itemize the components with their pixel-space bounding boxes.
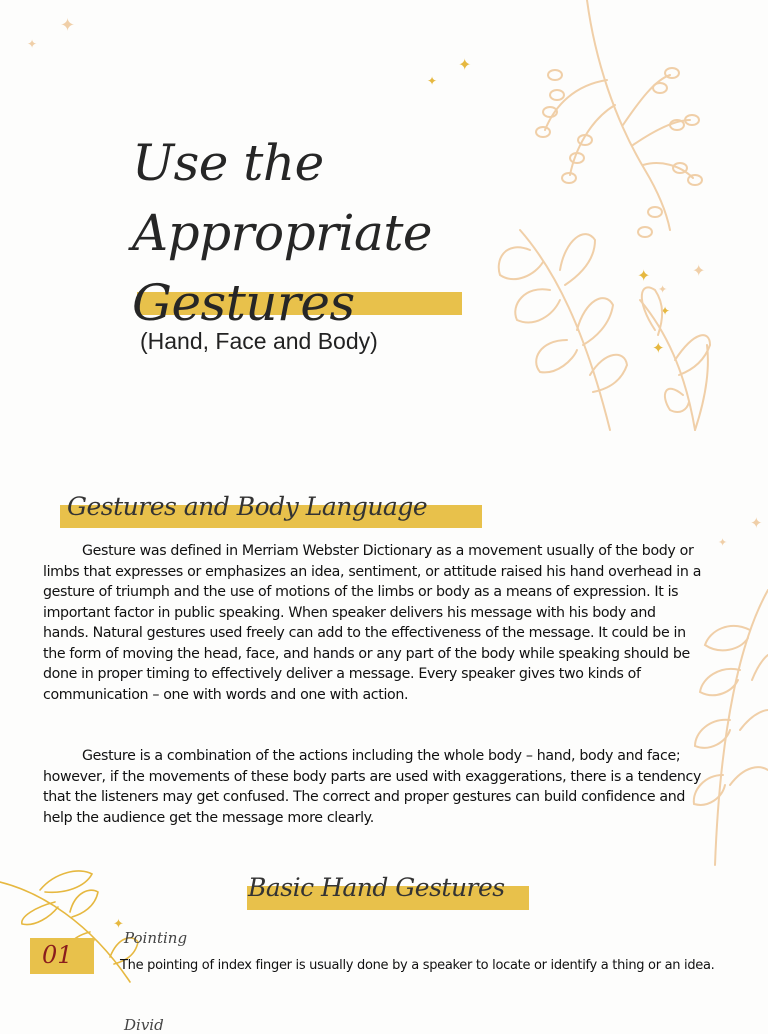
sparkle-icon: ✦ [692,261,706,280]
sparkle-icon: ✦ [637,266,651,285]
section-heading-hand-gestures: Basic Hand Gestures [248,873,505,902]
sparkle-icon: ✦ [750,514,763,532]
sparkle-icon: ✦ [427,74,438,88]
page-subtitle: (Hand, Face and Body) [140,328,378,354]
page-title-line3: Gestures [132,274,355,332]
item-text-pointing: The pointing of index finger is usually done by a speaker to locate or identify a thing or an idea. [120,958,715,973]
item-number-badge: 01 [30,938,94,974]
title-block [132,128,552,268]
section-heading-gestures: Gestures and Body Language [67,492,428,521]
body-paragraph-2: Gesture is a combination of the actions including the whole body – hand, body and face; however, if the movements of these body parts are used with exaggerations, there is a tendency that the listeners may get confused. The correct and proper gestures can build confidence and help the audience get the message more clearly. [43,748,702,826]
sparkle-icon: ✦ [652,339,665,357]
item-title-pointing: Pointing [124,929,188,947]
page-title-line2: Appropriate [132,204,433,262]
sparkle-icon: ✦ [458,55,472,74]
sparkle-icon: ✦ [60,15,76,36]
sparkle-icon: ✦ [113,917,124,932]
sparkle-icon: ✦ [660,304,671,318]
sparkle-icon: ✦ [658,283,668,296]
sparkle-icon: ✦ [718,536,728,549]
body-paragraph-1: Gesture was defined in Merriam Webster Dictionary as a movement usually of the body or limbs that expresses or emphasizes an idea, sentiment, or attitude raised his hand overhead in a gesture of triumph and the use of motions of the limbs or body as a means of expression. It is important factor in public speaking. When speaker delivers his message with his body and hands. Natural gestures used freely can add to the effectiveness of the message. It could be in the form of moving the head, face, and hands or any part of the body while speaking should be done in proper timing to effectively deliver a message. Every speaker gives two kinds of communication – one with words and one with action. [43,543,702,703]
item-title-next: Divid [124,1016,164,1034]
page-title-line1: Use the [132,134,324,192]
sparkle-icon: ✦ [27,37,38,51]
